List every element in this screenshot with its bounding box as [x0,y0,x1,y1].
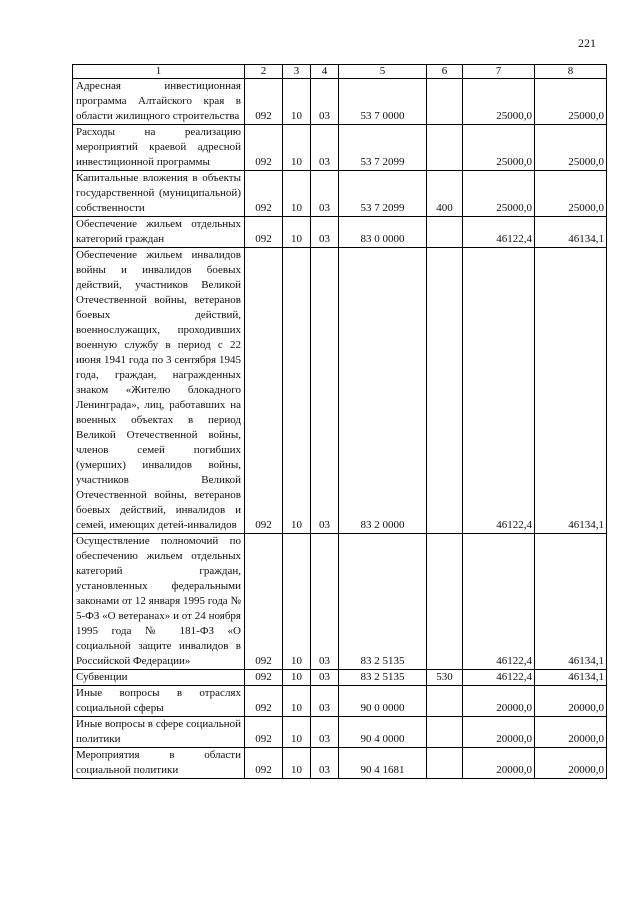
row-name: Субвенции [73,670,245,686]
cell-target-article: 90 4 1681 [339,748,427,779]
cell-target-article: 90 0 0000 [339,686,427,717]
cell-amount-2: 25000,0 [535,171,607,217]
cell-amount-1: 20000,0 [463,686,535,717]
table-row [73,748,607,779]
table-row [73,171,607,217]
cell-amount-1: 46122,4 [463,534,535,670]
cell-amount-2: 46134,1 [535,534,607,670]
cell-amount-2: 20000,0 [535,748,607,779]
cell-expense-type [427,686,463,717]
cell-ministry: 092 [245,748,283,779]
cell-section: 10 [283,248,311,534]
cell-ministry: 092 [245,125,283,171]
header-cell: 4 [311,65,339,79]
table-row [73,717,607,748]
header-row [73,65,607,79]
header-cell: 5 [339,65,427,79]
cell-target-article: 53 7 0000 [339,79,427,125]
cell-amount-2: 20000,0 [535,686,607,717]
cell-section: 10 [283,534,311,670]
cell-section: 10 [283,686,311,717]
cell-target-article: 83 2 5135 [339,670,427,686]
row-name: Иные вопросы в отраслях социальной сферы [73,686,245,717]
row-name: Расходы на реализацию мероприятий краевой адресной инвестиционной программы [73,125,245,171]
budget-table [72,64,607,779]
cell-subsection: 03 [311,717,339,748]
header-cell: 2 [245,65,283,79]
cell-ministry: 092 [245,79,283,125]
header-cell: 1 [73,65,245,79]
cell-amount-1: 46122,4 [463,217,535,248]
cell-amount-2: 46134,1 [535,217,607,248]
cell-ministry: 092 [245,248,283,534]
header-cell: 3 [283,65,311,79]
cell-amount-2: 25000,0 [535,125,607,171]
cell-subsection: 03 [311,248,339,534]
table-row [73,125,607,171]
cell-expense-type: 400 [427,171,463,217]
cell-amount-1: 25000,0 [463,171,535,217]
cell-section: 10 [283,748,311,779]
cell-subsection: 03 [311,79,339,125]
cell-ministry: 092 [245,217,283,248]
cell-expense-type [427,717,463,748]
cell-target-article: 83 2 0000 [339,248,427,534]
cell-amount-2: 46134,1 [535,248,607,534]
row-name: Мероприятия в области социальной политики [73,748,245,779]
table-row [73,79,607,125]
cell-expense-type: 530 [427,670,463,686]
cell-expense-type [427,748,463,779]
cell-ministry: 092 [245,686,283,717]
cell-amount-2: 20000,0 [535,717,607,748]
table-row [73,670,607,686]
cell-expense-type [427,217,463,248]
cell-section: 10 [283,670,311,686]
header-cell: 8 [535,65,607,79]
cell-amount-1: 25000,0 [463,125,535,171]
cell-subsection: 03 [311,748,339,779]
table-row [73,248,607,534]
row-name: Адресная инвестиционная программа Алтайского края в области жилищного строительства [73,79,245,125]
cell-amount-1: 25000,0 [463,79,535,125]
table-row [73,217,607,248]
cell-expense-type [427,534,463,670]
cell-target-article: 90 4 0000 [339,717,427,748]
cell-amount-2: 25000,0 [535,79,607,125]
row-name: Обеспечение жильем отдельных категорий граждан [73,217,245,248]
cell-section: 10 [283,171,311,217]
cell-subsection: 03 [311,670,339,686]
cell-ministry: 092 [245,534,283,670]
header-cell: 7 [463,65,535,79]
row-name: Иные вопросы в сфере социальной политики [73,717,245,748]
cell-amount-1: 20000,0 [463,748,535,779]
page-number: 221 [578,36,596,50]
cell-target-article: 53 7 2099 [339,125,427,171]
cell-subsection: 03 [311,125,339,171]
cell-expense-type [427,125,463,171]
cell-amount-2: 46134,1 [535,670,607,686]
header-cell: 6 [427,65,463,79]
cell-target-article: 53 7 2099 [339,171,427,217]
cell-subsection: 03 [311,217,339,248]
row-name: Капитальные вложения в объекты государственной (муниципальной) собственности [73,171,245,217]
cell-amount-1: 46122,4 [463,670,535,686]
cell-subsection: 03 [311,686,339,717]
table-row [73,686,607,717]
cell-section: 10 [283,717,311,748]
cell-section: 10 [283,217,311,248]
cell-ministry: 092 [245,670,283,686]
cell-section: 10 [283,125,311,171]
cell-ministry: 092 [245,171,283,217]
cell-ministry: 092 [245,717,283,748]
cell-expense-type [427,248,463,534]
cell-subsection: 03 [311,534,339,670]
cell-subsection: 03 [311,171,339,217]
cell-section: 10 [283,79,311,125]
cell-amount-1: 46122,4 [463,248,535,534]
cell-target-article: 83 2 5135 [339,534,427,670]
cell-expense-type [427,79,463,125]
row-name: Обеспечение жильем инвалидов войны и инвалидов боевых действий, участников Великой Отечественной войны, ветеранов боевых действий, военнослужащих, проходивших военную службу в период с 22 июня 1941 года по 3 сентября 1945 года, граждан, награжденных знаком «Жителю блокадного Ленинграда», лиц, работавших на военных объектах в период Великой Отечественной войны, членов семей погибших (умерших) инвалидов войны, участников Великой Отечественной войны, ветеранов боевых действий, инвалидов и семей, имеющих детей-инвалидов [73,248,245,534]
row-name: Осуществление полномочий по обеспечению жильем отдельных категорий граждан, установленных федеральными законами от 12 января 1995 года № 5-ФЗ «О ветеранах» и от 24 ноября 1995 года № 181-ФЗ «О социальной защите инвалидов в Российской Федерации» [73,534,245,670]
cell-target-article: 83 0 0000 [339,217,427,248]
cell-amount-1: 20000,0 [463,717,535,748]
table-row [73,534,607,670]
